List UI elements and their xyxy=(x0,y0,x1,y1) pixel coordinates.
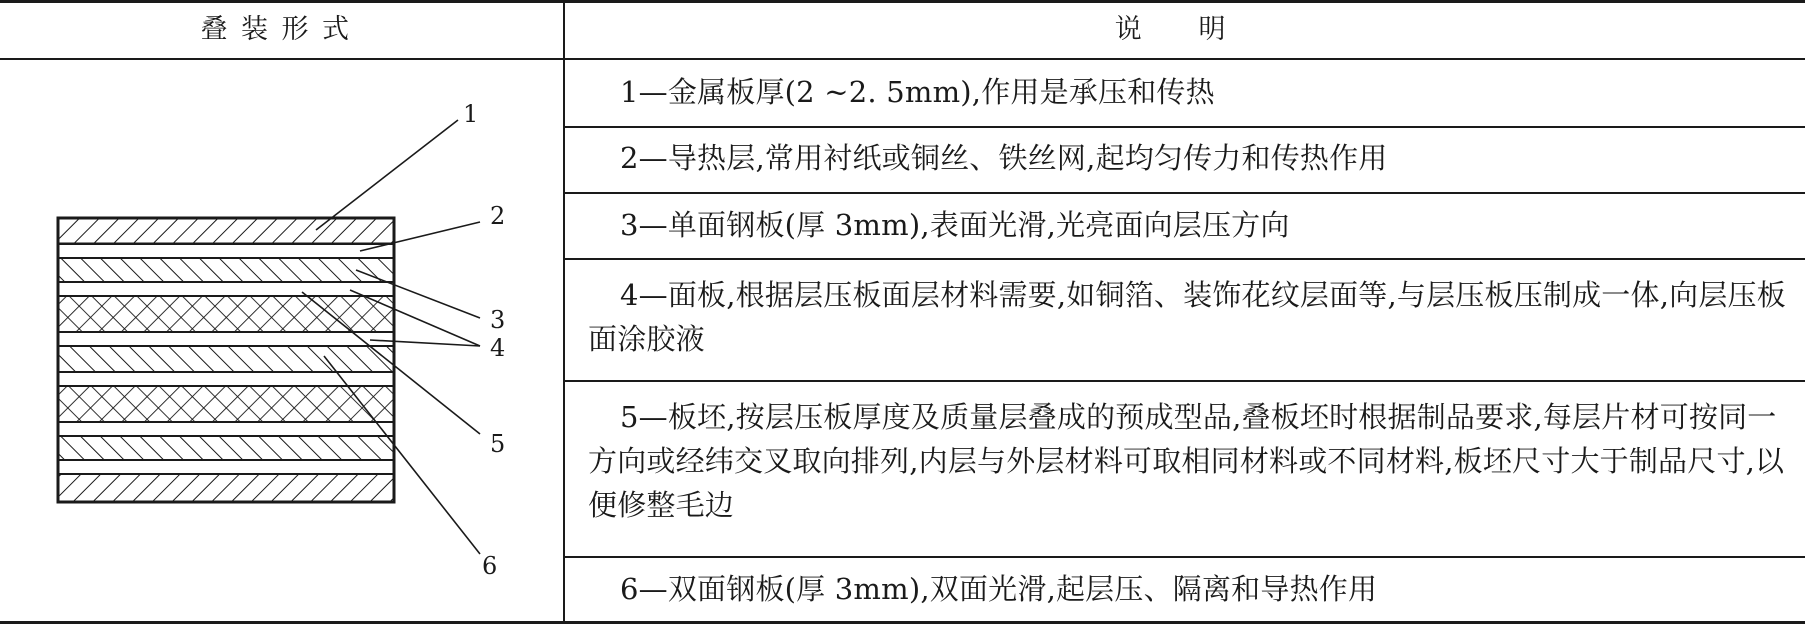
description-row-2: 2—导热层,常用衬纸或铜丝、铁丝网,起均匀传力和传热作用 xyxy=(620,141,1388,175)
row-divider xyxy=(565,380,1805,382)
callout-6: 6 xyxy=(482,552,498,580)
layer-single-steel-plate-top xyxy=(58,258,394,282)
column-divider xyxy=(563,0,565,624)
row-divider xyxy=(565,556,1805,558)
table-top-rule xyxy=(0,0,1805,3)
layer-heat-conducting-bottom xyxy=(58,460,394,474)
layer-board-blank-top xyxy=(58,296,394,332)
layer-single-steel-plate-bottom xyxy=(58,436,394,460)
layer-face-panel-bottom xyxy=(58,422,394,436)
layer-face-panel-lower xyxy=(58,372,394,386)
description-row-4: 4—面板,根据层压板面层材料需要,如铜箔、装饰花纹层面等,与层压板压制成一体,向层压板面涂胶液 xyxy=(588,278,1786,356)
description-row-5: 5—板坯,按层压板厚度及质量层叠成的预成型品,叠板坯时根据制品要求,每层片材可按同一方向或经纬交叉取向排列,内层与外层材料可取相同材料或不同材料,板坯尺寸大于制品尺寸,以便修整毛边 xyxy=(588,400,1785,522)
layer-double-steel-plate xyxy=(58,346,394,372)
description-row-1: 1—金属板厚(2 ~2. 5mm),作用是承压和传热 xyxy=(620,75,1215,109)
stacking-diagram xyxy=(0,60,563,620)
layer-metal-plate-bottom xyxy=(58,474,394,502)
leader-line-1 xyxy=(316,120,458,230)
row-divider xyxy=(565,126,1805,128)
callout-4: 4 xyxy=(490,334,506,362)
layer-stack xyxy=(58,218,394,502)
layer-metal-plate-top xyxy=(58,218,394,244)
description-row-6: 6—双面钢板(厚 3mm),双面光滑,起层压、隔离和导热作用 xyxy=(620,572,1378,606)
layer-board-blank-bottom xyxy=(58,386,394,422)
row-divider xyxy=(565,258,1805,260)
layer-face-panel-mid xyxy=(58,332,394,346)
layer-heat-conducting-top xyxy=(58,244,394,258)
header-stacking-form: 叠装形式 xyxy=(200,14,363,45)
callout-2: 2 xyxy=(490,202,506,230)
table-bottom-rule xyxy=(0,621,1805,624)
layer-face-panel-top xyxy=(58,282,394,296)
callout-5: 5 xyxy=(490,430,506,458)
callout-1: 1 xyxy=(463,100,479,128)
callout-3: 3 xyxy=(490,306,506,334)
description-row-3: 3—单面钢板(厚 3mm),表面光滑,光亮面向层压方向 xyxy=(620,208,1290,242)
row-divider xyxy=(565,192,1805,194)
header-description: 说明 xyxy=(1114,14,1283,45)
